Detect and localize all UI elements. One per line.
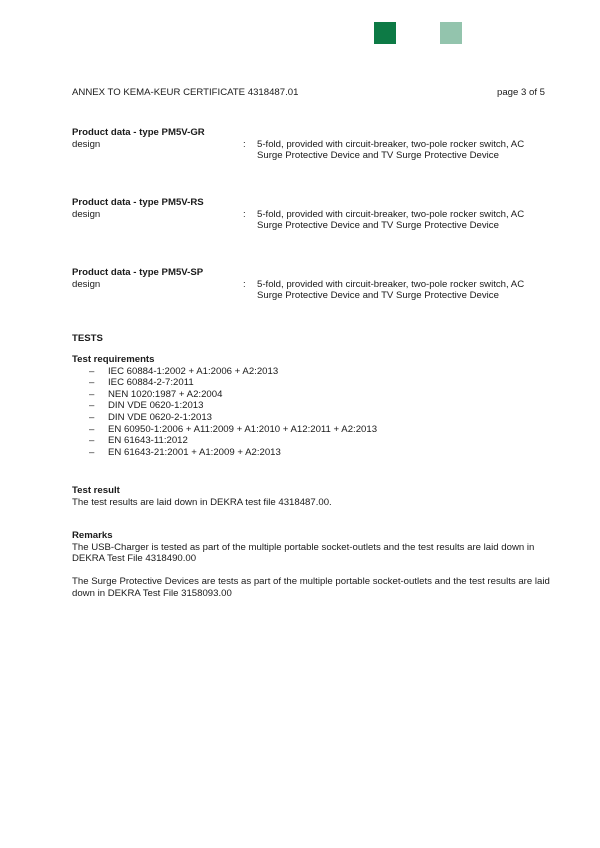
certificate-title: ANNEX TO KEMA-KEUR CERTIFICATE 4318487.01 [72,87,299,98]
test-result-heading: Test result [72,485,120,496]
requirement-item [72,389,552,401]
remarks-heading: Remarks [72,530,113,541]
product-title: Product data - type PM5V-RS [72,197,204,208]
dash-bullet: – [89,423,95,435]
page-header [72,87,545,99]
product-block [72,267,552,302]
dash-bullet: – [89,446,95,458]
product-design-row [72,279,552,302]
colon: : [243,138,246,150]
dash-bullet: – [89,435,95,447]
product-design-row [72,209,552,232]
requirement-text: DIN VDE 0620-2-1:2013 [108,411,212,423]
remarks-section [72,530,552,600]
design-label: design [72,138,101,150]
design-label: design [72,278,101,290]
requirement-item [72,412,552,424]
dash-bullet: – [89,365,95,377]
product-title: Product data - type PM5V-SP [72,267,204,278]
dash-bullet: – [89,377,95,389]
design-value: 5-fold, provided with circuit-breaker, two-pole rocker switch, AC Surge Protective Device and TV Surge Protective Device [257,208,525,232]
tests-heading: TESTS [72,333,103,344]
requirement-item [72,435,552,447]
logo-dark-square [374,22,396,44]
dash-bullet: – [89,411,95,423]
requirement-text: NEN 1020:1987 + A2:2004 [108,388,223,400]
colon: : [243,208,246,220]
dash-bullet: – [89,388,95,400]
requirement-item [72,447,552,459]
requirement-text: IEC 60884-2-7:2011 [108,377,194,389]
test-result-section [72,485,552,508]
requirements-list [72,366,552,459]
requirement-item [72,424,552,436]
colon: : [243,278,246,290]
requirement-text: EN 61643-11:2012 [108,435,188,447]
product-block [72,127,552,162]
test-result-text: The test results are laid down in DEKRA test file 4318487.00. [72,496,332,508]
design-value: 5-fold, provided with circuit-breaker, two-pole rocker switch, AC Surge Protective Device and TV Surge Protective Device [257,278,525,302]
page-number: page 3 of 5 [496,87,545,98]
logo-light-square [440,22,462,44]
product-design-row [72,139,552,162]
test-requirements-heading: Test requirements [72,354,155,365]
requirement-item [72,400,552,412]
requirement-item [72,377,552,389]
test-requirements-section [72,354,552,458]
design-label: design [72,208,101,220]
requirement-item [72,366,552,378]
remarks-paragraph: The USB-Charger is tested as part of the multiple portable socket-outlets and the test results are laid down in DEKRA Test File 4318490.00 [72,541,535,565]
requirement-text: DIN VDE 0620-1:2013 [108,400,204,412]
requirement-text: EN 61643-21:2001 + A1:2009 + A2:2013 [108,446,281,458]
product-block [72,197,552,232]
design-value: 5-fold, provided with circuit-breaker, two-pole rocker switch, AC Surge Protective Device and TV Surge Protective Device [257,138,525,162]
product-title: Product data - type PM5V-GR [72,127,205,138]
dash-bullet: – [89,400,95,412]
remarks-paragraph: The Surge Protective Devices are tests as part of the multiple portable socket-outlets and the test results are laid down in DEKRA Test File 3158093.00 [72,576,550,599]
requirement-text: IEC 60884-1:2002 + A1:2006 + A2:2013 [108,365,279,377]
requirement-text: EN 60950-1:2006 + A11:2009 + A1:2010 + A12:2011 + A2:2013 [108,423,378,435]
